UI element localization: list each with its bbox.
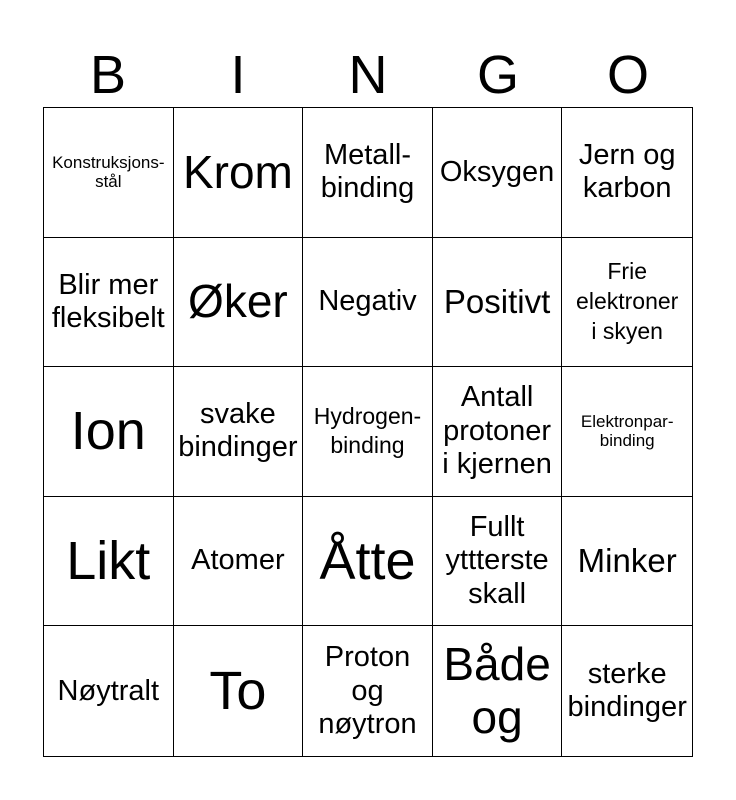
cell-text: Negativ: [318, 285, 417, 318]
bingo-cell-r1-c2[interactable]: [174, 108, 304, 238]
cell-text: Antall protoner i kjernen: [442, 381, 552, 481]
bingo-cell-r1-c4[interactable]: [433, 108, 563, 238]
bingo-cell-r3-c2[interactable]: [174, 367, 304, 497]
bingo-cell-r3-c5[interactable]: [562, 367, 692, 497]
cell-text: To: [209, 661, 267, 722]
cell-text: Minker: [577, 542, 677, 580]
cell-text: Øker: [188, 275, 288, 328]
cell-text: sterke bindinger: [567, 657, 687, 724]
cell-text: Elektronpar- binding: [580, 411, 674, 451]
bingo-cell-r4-c1[interactable]: [44, 497, 174, 627]
cell-text: Atomer: [191, 544, 285, 577]
cell-text: Krom: [182, 145, 293, 198]
bingo-cell-r1-c1[interactable]: [44, 108, 174, 238]
bingo-cell-r2-c2[interactable]: [174, 238, 304, 368]
bingo-cell-r3-c4[interactable]: [433, 367, 563, 497]
bingo-cell-r5-c4[interactable]: [433, 626, 563, 756]
bingo-cell-r2-c3[interactable]: [303, 238, 433, 368]
bingo-cell-r5-c2[interactable]: [174, 626, 304, 756]
header-letter-i: I: [230, 45, 246, 105]
cell-text: Jern og karbon: [578, 138, 676, 205]
cell-text: Fullt yttterste skall: [445, 511, 549, 610]
cell-text: Metall- binding: [320, 138, 415, 205]
bingo-cell-r1-c3[interactable]: [303, 108, 433, 238]
cell-text: Nøytralt: [57, 674, 160, 707]
bingo-cell-r4-c5[interactable]: [562, 497, 692, 627]
bingo-cell-r1-c5[interactable]: [562, 108, 692, 238]
header-letter-o: O: [606, 45, 649, 105]
bingo-board: [43, 107, 693, 757]
cell-text: Konstruksjons- stål: [52, 152, 165, 192]
bingo-cell-r5-c3[interactable]: [303, 626, 433, 756]
bingo-cell-r4-c2[interactable]: [174, 497, 304, 627]
cell-text: Hydrogen- binding: [313, 402, 422, 459]
cell-text: Proton og nøytron: [318, 641, 417, 740]
cell-text: Ion: [70, 401, 146, 462]
bingo-cell-r2-c4[interactable]: [433, 238, 563, 368]
bingo-cell-r4-c3[interactable]: [303, 497, 433, 627]
cell-text: svake bindinger: [178, 398, 298, 464]
cell-text: Åtte: [319, 531, 416, 592]
bingo-header: [43, 44, 693, 106]
bingo-cell-r2-c1[interactable]: [44, 238, 174, 368]
cell-text: Likt: [66, 531, 151, 592]
header-letter-b: B: [89, 45, 127, 105]
cell-text: Frie elektroner i skyen: [576, 258, 679, 344]
bingo-cell-r4-c4[interactable]: [433, 497, 563, 627]
bingo-cell-r3-c1[interactable]: [44, 367, 174, 497]
cell-text: Både og: [443, 638, 551, 744]
header-letter-g: G: [476, 45, 519, 105]
bingo-cell-r3-c3[interactable]: [303, 367, 433, 497]
cell-text: Oksygen: [439, 155, 555, 188]
bingo-cell-r2-c5[interactable]: [562, 238, 692, 368]
header-letter-n: N: [348, 45, 388, 105]
cell-text: Positivt: [443, 282, 551, 320]
bingo-cell-r5-c5[interactable]: [562, 626, 692, 756]
cell-text: Blir mer fleksibelt: [51, 268, 165, 334]
bingo-cell-r5-c1[interactable]: [44, 626, 174, 756]
